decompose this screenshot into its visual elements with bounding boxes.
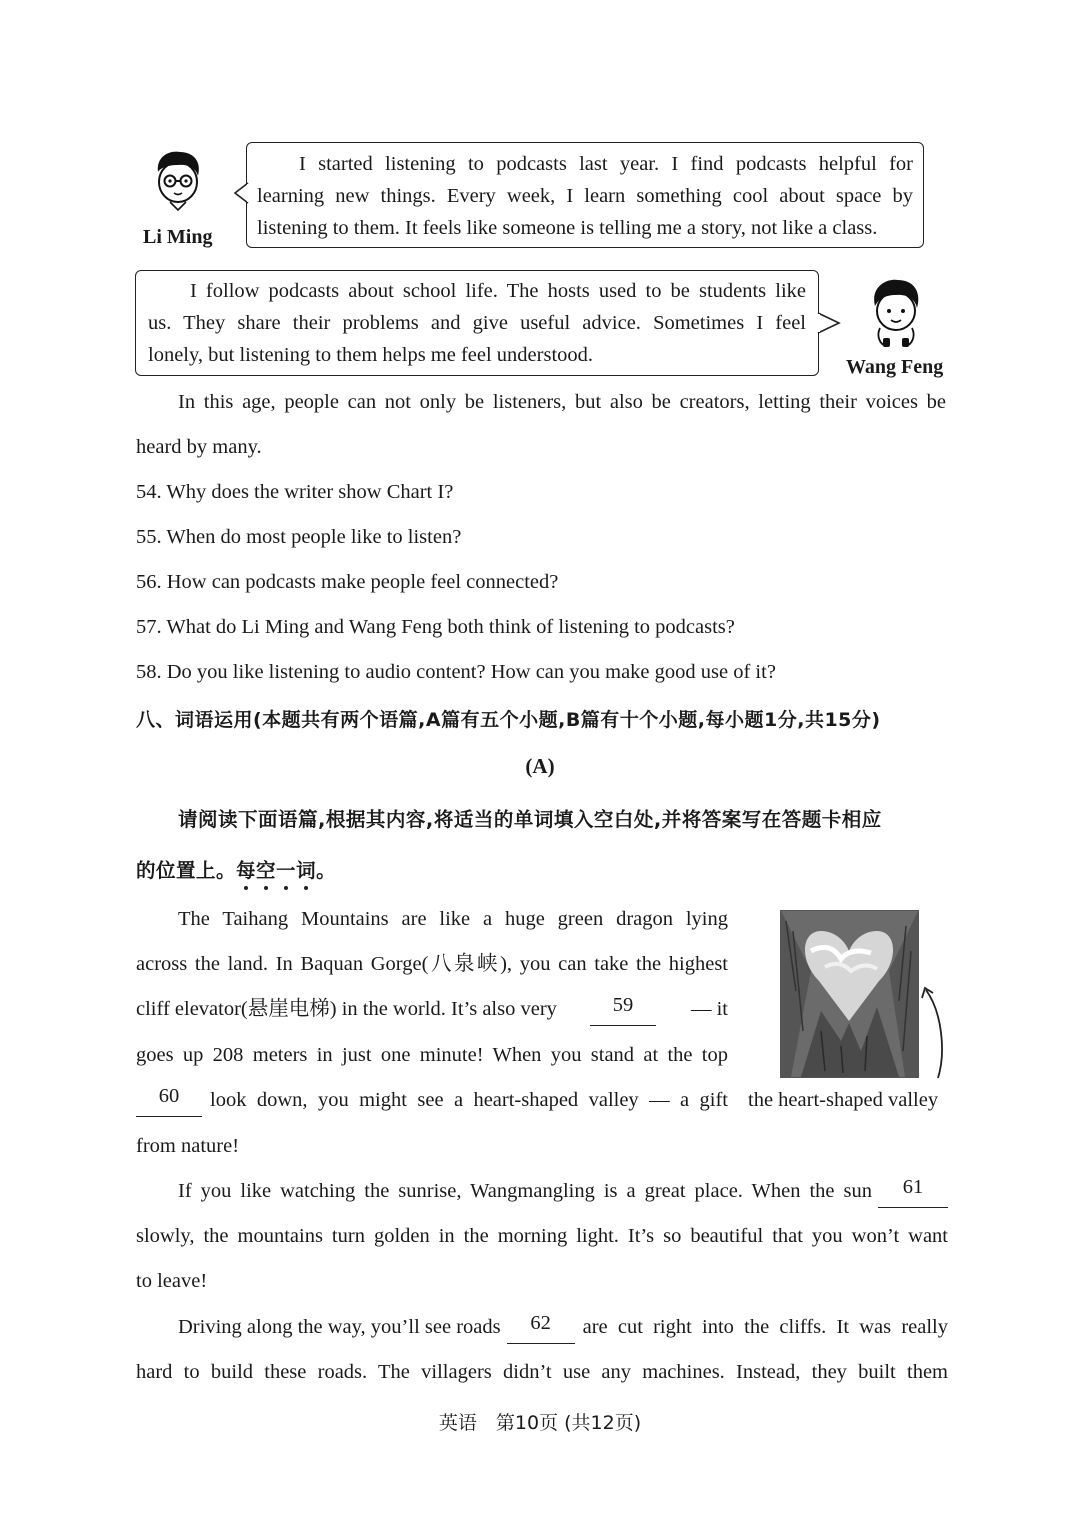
emphasis-char: 一: [276, 859, 297, 882]
li-ming-speech-bubble: [246, 142, 924, 248]
valley-illustration-icon: [781, 911, 918, 1077]
bubble-line: us. They share their problems and give useful advice. Sometimes I feel: [148, 312, 806, 334]
bubble-tail-left: [233, 182, 249, 204]
passage-line-with-blank: [136, 993, 728, 1026]
passage-line: slowly, the mountains turn golden in the morning light. It’s so beautiful that you won’t want: [136, 1225, 948, 1247]
paragraph-line: In this age, people can not only be listeners, but also be creators, letting their voices be: [178, 391, 946, 413]
heart-shaped-valley-image: [780, 910, 919, 1078]
emphasis-char: 空: [256, 859, 277, 882]
emphasis-char: 词: [296, 859, 317, 882]
passage-line: goes up 208 meters in just one minute! When you stand at the top: [136, 1044, 728, 1066]
passage-text: — it: [690, 998, 728, 1020]
passage-line: The Taihang Mountains are like a huge green dragon lying: [178, 908, 728, 930]
passage-line: to leave!: [136, 1270, 208, 1292]
passage-line-with-blank: [178, 1311, 948, 1344]
blank-60: 60: [136, 1084, 202, 1117]
instruction-line-2: [136, 855, 336, 883]
bubble-line: I follow podcasts about school life. The hosts used to be students like: [190, 280, 806, 302]
wang-feng-avatar: [866, 276, 926, 352]
passage-line: from nature!: [136, 1135, 240, 1157]
li-ming-avatar: [148, 148, 208, 218]
passage-text: Driving along the way, you’ll see roads: [178, 1316, 501, 1338]
bubble-line: I started listening to podcasts last year. I find podcasts helpful for: [299, 153, 913, 175]
passage-text: are cut right into the cliffs. It was really: [582, 1316, 948, 1338]
passage-line: hard to build these roads. The villagers didn’t use any machines. Instead, they built them: [136, 1361, 948, 1383]
question-58: 58. Do you like listening to audio content? How can you make good use of it?: [136, 661, 776, 683]
passage-line-with-blank: [178, 1175, 948, 1208]
instruction-text: 。: [316, 859, 337, 882]
section-heading: 八、词语运用(本题共有两个语篇,A篇有五个小题,B篇有十个小题,每小题1分,共15分): [136, 709, 881, 731]
blank-62: 62: [507, 1311, 575, 1344]
emphasis-char: 每: [236, 859, 257, 882]
question-55: 55. When do most people like to listen?: [136, 526, 462, 548]
question-56: 56. How can podcasts make people feel connected?: [136, 571, 559, 593]
passage-text: If you like watching the sunrise, Wangmangling is a great place. When the sun: [178, 1180, 872, 1202]
li-ming-name: Li Ming: [143, 226, 213, 248]
question-57: 57. What do Li Ming and Wang Feng both think of listening to podcasts?: [136, 616, 735, 638]
wang-feng-name: Wang Feng: [846, 356, 944, 378]
bubble-line: lonely, but listening to them helps me feel understood.: [148, 344, 594, 366]
passage-line: across the land. In Baquan Gorge(八泉峡), you can take the highest: [136, 953, 728, 975]
bubble-line: learning new things. Every week, I learn something cool about space by: [257, 185, 913, 207]
passage-text: look down, you might see a heart-shaped valley — a gift: [210, 1089, 728, 1111]
instruction-line: 请阅读下面语篇,根据其内容,将适当的单词填入空白处,并将答案写在答题卡相应: [178, 808, 882, 831]
boy-with-headphones-icon: [866, 276, 926, 352]
blank-61: 61: [878, 1175, 948, 1208]
bubble-line: listening to them. It feels like someone is telling me a story, not like a class.: [257, 217, 878, 239]
blank-59: 59: [590, 993, 656, 1026]
bubble-tail-right: [817, 312, 841, 334]
paragraph-line: heard by many.: [136, 436, 262, 458]
page-footer: 英语 第10页 (共12页): [438, 1412, 642, 1434]
passage-text: cliff elevator(悬崖电梯) in the world. It’s also very: [136, 998, 557, 1020]
wang-feng-speech-bubble: [135, 270, 819, 376]
figure-caption: the heart-shaped valley: [748, 1089, 939, 1111]
question-54: 54. Why does the writer show Chart I?: [136, 481, 454, 503]
part-label: (A): [525, 754, 555, 778]
pointer-arrow-icon: [918, 982, 948, 1082]
instruction-text: 的位置上。: [136, 859, 237, 882]
boy-with-glasses-icon: [148, 148, 208, 218]
passage-line-with-blank: [136, 1084, 728, 1117]
